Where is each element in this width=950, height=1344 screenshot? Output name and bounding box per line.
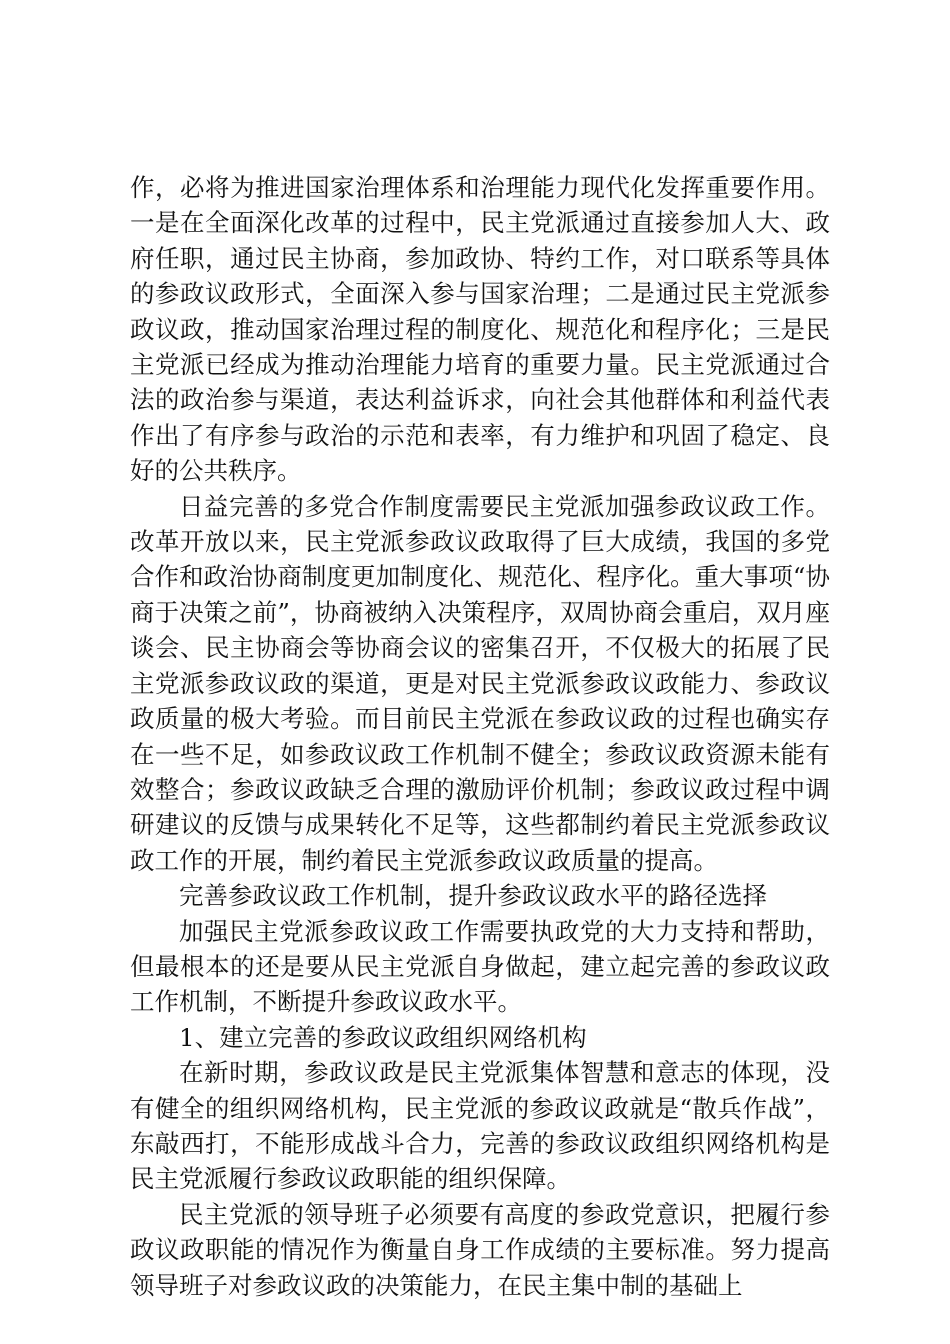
paragraph-self-building: 加强民主党派参政议政工作需要执政党的大力支持和帮助，但最根本的还是要从民主党派自身做起，建立起完善的参政议政工作机制，不断提升参政议政水平。 [130, 916, 830, 1017]
paragraph-organization-network: 在新时期，参政议政是民主党派集体智慧和意志的体现，没有健全的组织网络机构，民主党派的参政议政就是“散兵作战”，东敲西打，不能形成战斗合力，完善的参政议政组织网络机构是民主党派履行参政议政职能的组织保障。 [130, 1058, 830, 1194]
paragraph-leadership: 民主党派的领导班子必须要有高度的参政党意识，把履行参政议政职能的情况作为衡量自身工作成绩的主要标准。努力提高领导班子对参政议政的决策能力，在民主集中制的基础上 [130, 1199, 830, 1300]
subsection-heading-1: 1、建立完善的参政议政组织网络机构 [179, 1022, 587, 1052]
section-heading: 完善参政议政工作机制，提升参政议政水平的路径选择 [179, 881, 767, 911]
paragraph-continuation: 作，必将为推进国家治理体系和治理能力现代化发挥重要作用。一是在全面深化改革的过程中，民主党派通过直接参加人大、政府任职，通过民主协商，参加政协、特约工作，对口联系等具体的参政议政形式，全面深入参与国家治理；二是通过民主党派参政议政，推动国家治理过程的制度化、规范化和程序化；三是民主党派已经成为推动治理能力培育的重要力量。民主党派通过合法的政治参与渠道，表达利益诉求，向社会其他群体和利益代表作出了有序参与政治的示范和表率，有力维护和巩固了稳定、良好的公共秩序。 [130, 173, 830, 486]
paragraph-multiparty-cooperation: 日益完善的多党合作制度需要民主党派加强参政议政工作。改革开放以来，民主党派参政议政取得了巨大成绩，我国的多党合作和政治协商制度更加制度化、规范化、程序化。重大事项“协商于决策之前”，协商被纳入决策程序，双周协商会重启，双月座谈会、民主协商会等协商会议的密集召开，不仅极大的拓展了民主党派参政议政的渠道，更是对民主党派参政议政能力、参政议政质量的极大考验。而目前民主党派在参政议政的过程也确实存在一些不足，如参政议政工作机制不健全；参政议政资源未能有效整合；参政议政缺乏合理的激励评价机制；参政议政过程中调研建议的反馈与成果转化不足等，这些都制约着民主党派参政议政工作的开展，制约着民主党派参政议政质量的提高。 [130, 491, 830, 875]
document-body [130, 170, 830, 1303]
